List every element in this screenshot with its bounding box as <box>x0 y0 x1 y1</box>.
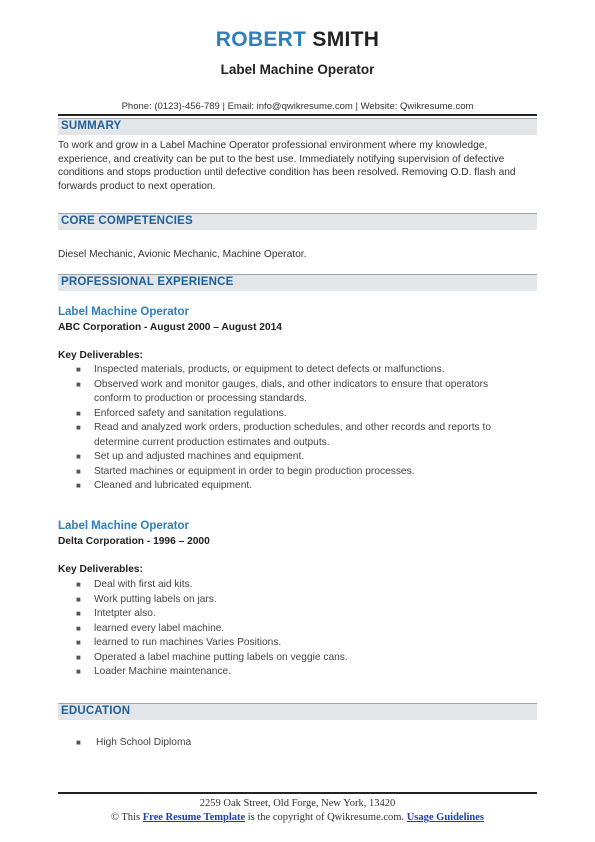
key-deliverables-label: Key Deliverables: <box>58 350 143 361</box>
list-item <box>76 651 526 666</box>
section-summary-heading <box>58 118 537 135</box>
key-deliverables-label: Key Deliverables: <box>58 564 143 575</box>
bullet-icon: ■ <box>76 738 81 747</box>
job-2-deliverables <box>76 578 526 680</box>
footer-address: 2259 Oak Street, Old Forge, New York, 13420 <box>199 798 396 809</box>
list-item-text: Observed work and monitor gauges, dials, and other indicators to ensure that operators conform to production or processing standards. <box>94 378 489 404</box>
list-item <box>76 479 526 494</box>
list-item <box>76 593 526 608</box>
list-item-text: learned every label machine. <box>94 622 225 634</box>
list-item-text: Deal with first aid kits. <box>94 579 193 590</box>
copyright-middle: is the copyright of Qwikresume.com. <box>247 812 405 823</box>
list-item <box>76 421 526 450</box>
list-item <box>76 363 526 378</box>
bullet-icon: ■ <box>76 609 81 618</box>
top-divider <box>58 114 537 116</box>
education-list <box>76 736 526 751</box>
job-title: Label Machine Operator <box>58 306 190 318</box>
job-title: Label Machine Operator <box>58 520 190 532</box>
job-company: Delta Corporation - 1996 – 2000 <box>58 536 210 547</box>
list-item-text: Set up and adjusted machines and equipment. <box>94 451 305 462</box>
list-item-text: Enforced safety and sanitation regulations. <box>94 407 287 419</box>
bullet-icon: ■ <box>76 466 81 476</box>
candidate-name <box>0 28 595 52</box>
bullet-icon: ■ <box>76 452 81 461</box>
section-heading-text: CORE COMPETENCIES <box>61 215 193 227</box>
bullet-icon: ■ <box>76 580 81 589</box>
list-item <box>76 736 526 751</box>
usage-guidelines-link[interactable]: Usage Guidelines <box>406 812 485 823</box>
job-1-deliverables <box>76 363 526 494</box>
list-item <box>76 465 526 480</box>
free-resume-template-link[interactable]: Free Resume Template <box>142 812 246 823</box>
section-heading-text: EDUCATION <box>61 705 131 717</box>
list-item-text: Operated a label machine putting labels on veggie cans. <box>94 651 348 663</box>
section-competencies-heading <box>58 213 537 230</box>
bullet-icon: ■ <box>76 379 81 389</box>
list-item-text: Inspected materials, products, or equipment to detect defects or malfunctions. <box>94 364 445 375</box>
footer-copyright <box>0 812 595 823</box>
bullet-icon: ■ <box>76 652 81 662</box>
bullet-icon: ■ <box>76 423 81 432</box>
list-item-text: Work putting labels on jars. <box>94 593 217 605</box>
section-experience-heading <box>58 274 537 291</box>
copyright-prefix: © This <box>110 812 141 823</box>
list-item <box>76 378 526 407</box>
list-item <box>76 622 526 637</box>
list-item-text: Intetpter also. <box>94 608 156 619</box>
list-item-text: Read and analyzed work orders, production schedules, and other records and reports to determine current production estimates and outputs. <box>94 422 491 448</box>
summary-text: To work and grow in a Label Machine Operator professional environment where my knowledge, experience, and creativity can be put to the best use. Immediately notifying supervision of defective conditions and stops production until defective condition has been resolved. Removing O.D. flash and forwards product to next operation. <box>58 140 516 192</box>
list-item <box>76 578 526 593</box>
list-item <box>76 450 526 465</box>
bullet-icon: ■ <box>76 623 81 633</box>
bullet-icon: ■ <box>76 365 81 374</box>
list-item-text: High School Diploma <box>96 737 192 748</box>
bullet-icon: ■ <box>76 408 81 418</box>
bullet-icon: ■ <box>76 638 81 647</box>
job-company: ABC Corporation - August 2000 – August 2014 <box>58 322 282 333</box>
bottom-divider <box>58 792 537 794</box>
last-name: SMITH <box>312 28 380 51</box>
job-title-header: Label Machine Operator <box>220 62 375 77</box>
list-item-text: Started machines or equipment in order to begin production processes. <box>94 465 415 477</box>
competencies-text: Diesel Mechanic, Avionic Mechanic, Machine Operator. <box>58 249 307 260</box>
list-item <box>76 607 526 622</box>
list-item-text: Cleaned and lubricated equipment. <box>94 480 253 491</box>
list-item-text: learned to run machines Varies Positions. <box>94 637 282 648</box>
list-item <box>76 636 526 651</box>
bullet-icon: ■ <box>76 667 81 676</box>
bullet-icon: ■ <box>76 481 81 490</box>
bullet-icon: ■ <box>76 594 81 604</box>
contact-line: Phone: (0123)-456-789 | Email: info@qwikresume.com | Website: Qwikresume.com <box>121 101 474 112</box>
section-heading-text: PROFESSIONAL EXPERIENCE <box>61 276 234 288</box>
first-name: ROBERT <box>215 28 307 51</box>
list-item <box>76 407 526 422</box>
list-item-text: Loader Machine maintenance. <box>94 666 232 677</box>
section-heading-text: SUMMARY <box>61 120 122 132</box>
section-education-heading <box>58 703 537 720</box>
list-item <box>76 665 526 680</box>
